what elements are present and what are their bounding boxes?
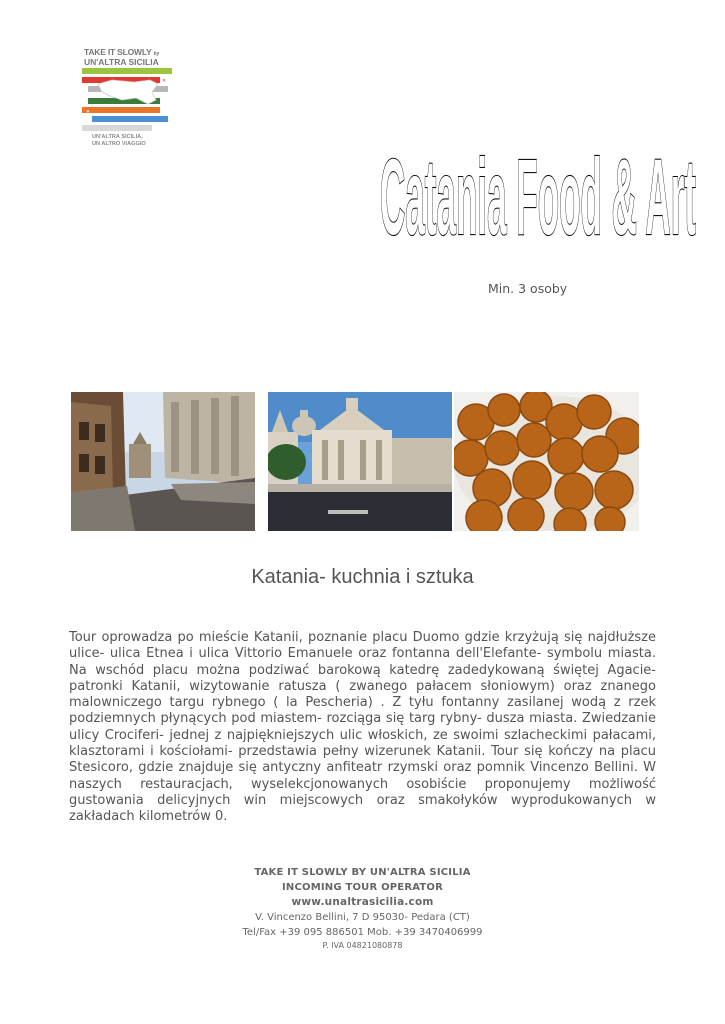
footer-phone: Tel/Fax +39 095 886501 Mob. +39 3470406999 (242, 927, 483, 938)
svg-text:«: « (86, 108, 90, 115)
arancini-photo (454, 392, 639, 531)
footer-vat: P. IVA 04821080878 (322, 941, 403, 950)
logo-line2: UN'ALTRA SICILIA (84, 57, 159, 67)
cathedral-photo (268, 392, 452, 531)
min-people-note: Min. 3 osoby (488, 281, 568, 296)
page-title (378, 138, 698, 240)
svg-text:Catania Food & Art: Catania Food & Art (380, 138, 696, 240)
logo-line1: TAKE IT SLOWLY (84, 47, 152, 57)
footer-website: www.unaltrasicilia.com (291, 896, 434, 908)
sicily-logo-icon (82, 68, 172, 134)
footer-company: TAKE IT SLOWLY BY UN'ALTRA SICILIA (254, 867, 471, 878)
photo-strip (71, 392, 639, 531)
company-logo (80, 44, 172, 148)
footer (0, 865, 725, 952)
logo-tagline: UN'ALTRA SICILIA, UN ALTRO VIAGGIO (92, 134, 146, 147)
logo-line1-suffix: by (153, 51, 160, 57)
footer-role: INCOMING TOUR OPERATOR (281, 882, 444, 893)
section-heading: Katania- kuchnia i sztuka (251, 566, 474, 588)
tour-description: Tour oprowadza po mieście Katanii, poznanie placu Duomo gdzie krzyżują się najdłuższe ulice- ulica Etnea i ulica Vittorio Emanuele oraz fontanna dell'Elefante- symbolu miasta. Na wschód placu można podziwać barokową katedrę zadedykowaną świętej Agacie- patronki Katanii, wizytowanie ratusza ( zwanego pałacem słoniowym) oraz znanego malowniczego targu rybnego ( la Pescheria) . Z tyłu fontanny zasilanej wodą z rzek podziemnych płynących pod miastem- rozciąga się targ rybny- dusza miasta. Zwiedzanie ulicy Crociferi- jednej z najpiękniejszych ulic włoskich, ze swoimi szlacheckimi pałacami, klasztorami i kościołami- przedstawia pełny wizerunek Katanii. Tour się kończy na placu Stesicoro, gdzie znajduje się antyczny anfiteatr rzymski oraz pomnik Vincenzo Bellini. W naszych restauracjach, wyselekcjonowanych osobiście proponujemy możliwość gustowania delicyjnych win miejscowych oraz smakołyków wyprodukowanych w zakładach kilometrów 0. (69, 630, 656, 825)
footer-address: V. Vincenzo Bellini, 7 D 95030- Pedara (CT) (255, 912, 470, 923)
street-photo (71, 392, 255, 531)
svg-text:✕: ✕ (162, 78, 167, 84)
